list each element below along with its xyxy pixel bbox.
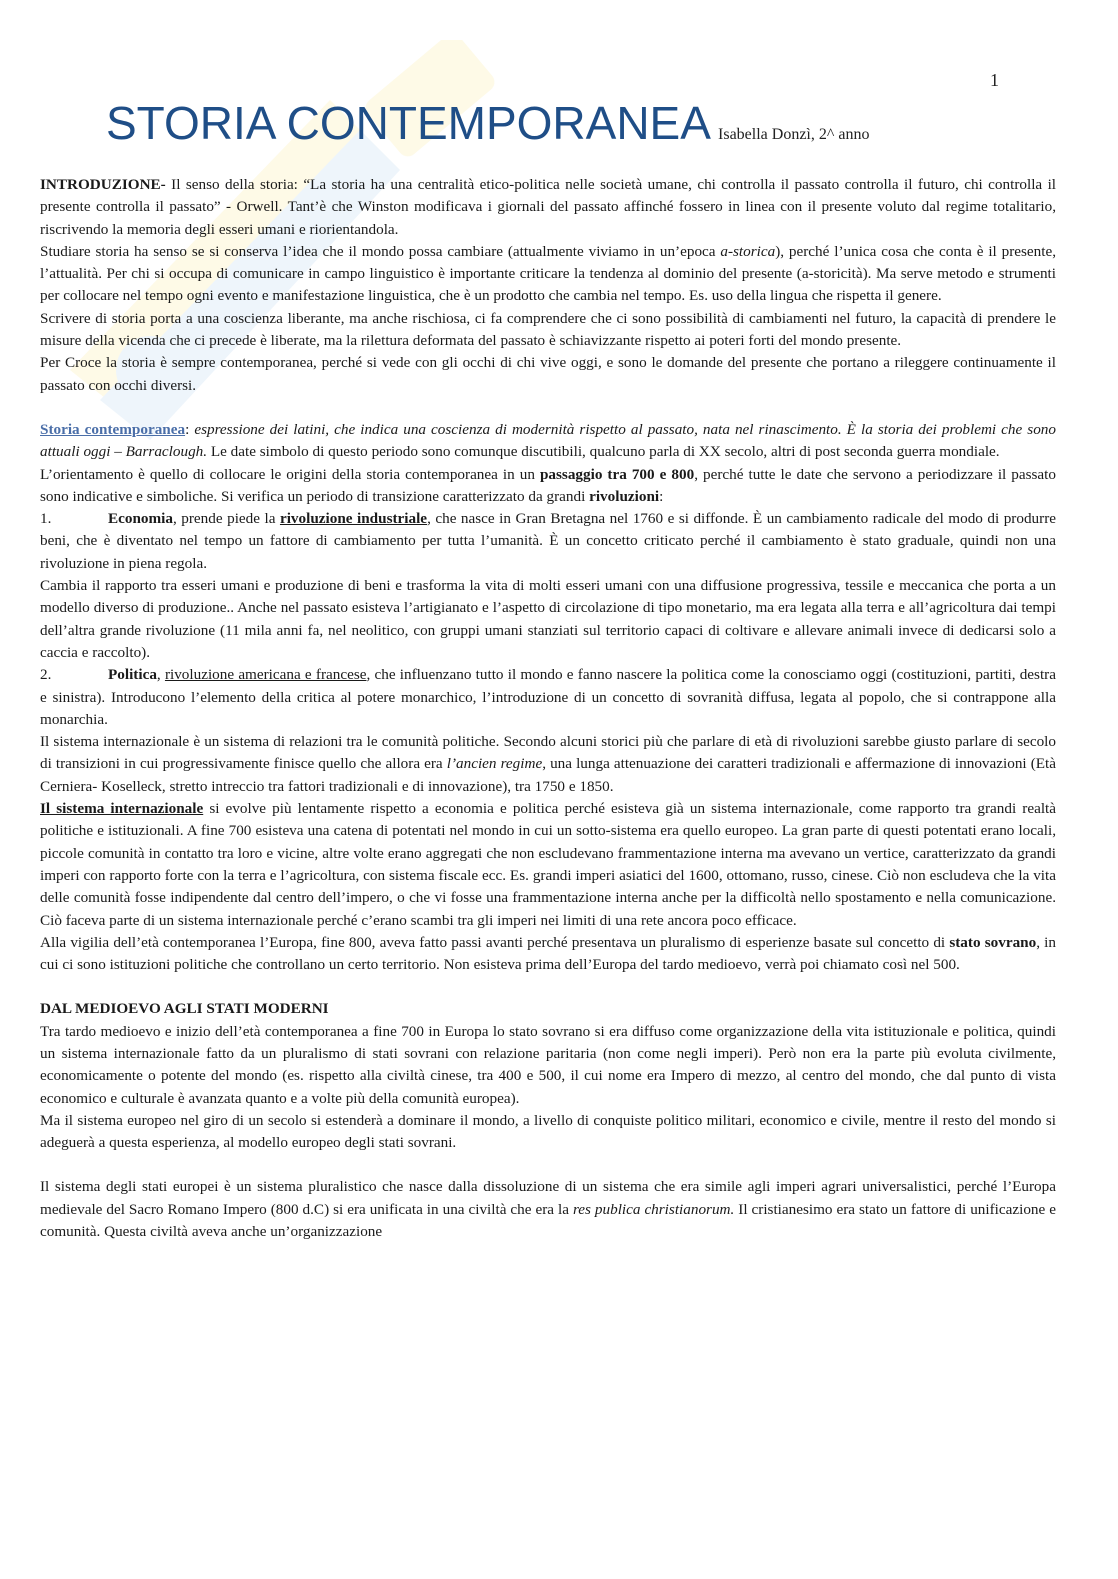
p3-b: Il cristianesimo era stato un fattore di unificazione e comunità. Questa civiltà aveva anche un’organizzazione [40, 1200, 1056, 1241]
sistema-internazionale-text: si evolve più lentamente rispetto a economia e politica perché esisteva già un sistema internazionale, come rapporto tra grandi realtà politiche e istituzionali. A fine 700 esisteva una catena di potentati nel mondo in cui un sotto-sistema era quello europeo. La gran parte di questi potentati erano locali, piccole comunità in contatto tra loro e vicine, altre volte erano aggregati che non escludevano frammentazione interna ma avevano un vertice, caratterizzato da grandi imperi con rapporto forte con la terra e l’agricoltura, con sistema fiscale ecc. Es. grandi imperi asiatici del 1600, ottomano, russo, cinese. Ciò non escludeva che la vita delle comunità fosse indipendente dal centro dell’impero, o che vi fosse una frammentazione interna anche per la difficoltà nello spostamento e nella comunicazione. Ciò faceva parte di un sistema internazionale perché c’erano scambi tra gli imperi nei limiti di una rete ancora poco efficace. [40, 800, 1057, 929]
intro-paragraph [40, 174, 1056, 241]
list-number: 2. [40, 666, 52, 684]
europa-a: Alla vigilia dell’età contemporanea l’Europa, fine 800, aveva fatto passi avanti perché presentava un pluralismo di esperienze basate sul concetto di [40, 933, 950, 951]
page-number: 1 [990, 70, 999, 90]
res-publica-italic: res publica christianorum. [572, 1200, 735, 1218]
sistema-internazionale-paragraph [40, 798, 1056, 932]
intro-text-2b: ), perché l’unica cosa che conta è il presente, l’attualità. Per chi si occupa di comunicare in campo linguistico è importante criticare la tendenza al dominio del presente (a-storicità). Ma serve metodo e strumenti per collocare nel tempo ogni evento e manifestazione linguistica, che è un prodotto che cambia nel tempo. Es. uso della lingua che rispetta il genere. [40, 242, 1056, 305]
intro-text-2-italic: a-storica [720, 242, 776, 260]
economia-continuation: Cambia il rapporto tra esseri umani e produzione di beni e trasforma la vita di molti esseri umani con una diffusione progressiva, tessile e meccanica che porta a un modello diverso di produzione.. Anche nel passato esisteva l’artigianato e l’aspetto di circolazione di tipo monetario, ma era legata alla terra e all’agricoltura dai tempi dell’altra grande rivoluzione (11 mila anni fa, nel neolitico, con gruppi umani stanziati sul territorio capaci di coltivare e allevare animali invece di dedicarsi solo a caccia e raccolto). [40, 577, 1056, 661]
stato-sovrano-bold: stato sovrano [949, 933, 1037, 951]
document-title: STORIA CONTEMPORANEA [106, 97, 711, 149]
orient-bold: passaggio tra 700 e 800 [539, 465, 695, 483]
list-item-politica [40, 664, 1056, 731]
colon: : [185, 420, 195, 438]
ancien-regime-italic: l’ancien regime [446, 755, 543, 773]
medioevo-paragraph-1: Tra tardo medioevo e inizio dell’età contemporanea a fine 700 in Europa lo stato sovrano si era diffuso come organizzazione della vita istituzionale e politica, quindi un sistema internazionale fatto da un pluralismo di stati sovrani con relazione paritaria (non come negli imperi). Però non era la parte più evoluta civilmente, economicamente o potente del mondo (es. rispetto alla civiltà cinese, tra 400 e 500, il cui nome era Impero di mezzo, al centro del mondo, che dal punto di vista economico e culturale è avanzata quanto e a volte più della comunità europea). [40, 1022, 1056, 1107]
sistema-b: , una lunga attenuazione dei caratteri tradizionali e affermazione di innovazioni (Età Cerniera- Koselleck, stretto intreccio tra fattori tradizionali e di innovazione), tra 1750 e 1850. [40, 755, 1057, 795]
intro-text-2a: Studiare storia ha senso se si conserva l’idea che il mondo possa cambiare (attualmente viviamo in un’epoca [40, 242, 721, 260]
storia-contemporanea-link[interactable]: Storia contemporanea [40, 420, 186, 438]
orientation-paragraph [40, 464, 1056, 509]
rivoluzione-industriale-underlined: rivoluzione industriale [279, 510, 428, 528]
definition-rest: Le date simbolo di questo periodo sono comunque discutibili, qualcuno parla di XX secolo, altri di post seconda guerra mondiale. [207, 443, 1000, 461]
item2-a: , [156, 666, 165, 684]
sistema-internazionale-label: Il sistema internazionale [40, 800, 204, 818]
sistema-paragraph [40, 731, 1056, 798]
europa-paragraph [40, 932, 1056, 977]
orient-a: L’orientamento è quello di collocare le origini della storia contemporanea in un [40, 465, 540, 483]
list-number: 1. [40, 510, 52, 528]
spacer [40, 1154, 1056, 1176]
intro-text-1b: Tant’è che Winston modificava i giornali del passato affinché fossero in linea con il presente voluto dal regime totalitario, riscrivendo la memoria degli esseri umani e riorientandola. [40, 198, 1056, 238]
orient-c: , perché tutte le date che servono a periodizzare il passato sono indicative e simboliche. Si verifica un periodo di transizione caratterizzato da grandi [40, 465, 1056, 505]
list-label-economia: Economia [108, 510, 173, 528]
list-label-politica: Politica [108, 666, 157, 684]
rivoluzione-americana-underlined: rivoluzione americana e francese [164, 666, 367, 684]
intro-paragraph-2 [40, 241, 1056, 308]
item1-b: , che nasce in Gran Bretagna nel 1760 e si diffonde. È un cambiamento radicale del modo di produrre beni, che è diventato nel tempo un fattore di cambiamento per tutta l’umanità. È un concetto criticato perché il cambiamento è stato graduale, quindi non una rivoluzione in piena regola. [40, 510, 1056, 572]
rivoluzioni-bold: rivoluzioni [589, 487, 660, 505]
intro-label: INTRODUZIONE- [40, 176, 166, 193]
orient-e: : [659, 487, 664, 505]
p3-a: Il sistema degli stati europei è un sistema pluralistico che nasce dalla dissoluzione di un sistema che era simile agli imperi agrari universalistici, perché l’Europa medievale del Sacro Romano Impero (800 d.C) si era unificata in una civiltà che era la [40, 1178, 1056, 1218]
intro-paragraph-3: Scrivere di storia porta a una coscienza liberante, ma anche rischiosa, ci fa comprendere che ci sono possibilità di cambiamenti nel futuro, la capacità di prendere le misure della vicenda che ci precede è liberate, ma la rilettura deformata del passato è schiavizzante rispetto ai poteri forti del mondo presente. [40, 309, 1056, 350]
intro-paragraph-4: Per Croce la storia è sempre contemporanea, perché si vede con gli occhi di chi vive oggi, e sono le domande del presente che portano a rileggere continuamente il passato con occhi diversi. [40, 354, 1056, 394]
author-line: Isabella Donzì, 2^ anno [718, 126, 870, 143]
list-item-economia [40, 508, 1056, 575]
spacer [40, 397, 1056, 419]
title-row [106, 96, 869, 150]
intro-text-1: Il senso della storia: “La storia ha una centralità etico-politica nelle società umane, chi controlla il passato controlla il futuro, chi controlla il presente controlla il passato” - Orwell. [40, 176, 1057, 216]
spacer [40, 976, 1056, 998]
definition-italic: espressione dei latini, che indica una coscienza di modernità rispetto al passato, nata nel rinascimento. È la storia dei problemi che sono attuali oggi – Barraclough. [40, 420, 1056, 461]
document-body [40, 174, 1056, 1243]
medioevo-paragraph-3 [40, 1176, 1056, 1243]
section-heading-medioevo: DAL MEDIOEVO AGLI STATI MODERNI [40, 1000, 329, 1018]
storia-contemporanea-paragraph [40, 419, 1056, 464]
item2-b: , che influenzano tutto il mondo e fanno nascere la politica come la conosciamo oggi (costituzioni, partiti, destra e sinistra). Introducono l’elemento della critica al potere monarchico, l’introduzione di un concetto di sovranità diffusa, legata al popolo, che si contrappone alla monarchia. [40, 666, 1056, 728]
europa-c: , in cui ci sono istituzioni politiche che controllano un certo territorio. Non esisteva prima dell’Europa del tardo medioevo, verrà poi chiamato così nel 500. [40, 933, 1056, 974]
item1-a: , prende piede la [172, 510, 280, 528]
sistema-a: Il sistema internazionale è un sistema di relazioni tra le comunità politiche. Secondo alcuni storici più che parlare di età di rivoluzioni sarebbe giusto parlare di secolo di transizioni in cui progressivamente finisce quello che allora era [40, 733, 1056, 773]
medioevo-paragraph-2: Ma il sistema europeo nel giro di un secolo si estenderà a dominare il mondo, a livello di conquiste politico militari, economico e civile, mentre il resto del mondo si adeguerà a questa esperienza, al modello europeo degli stati sovrani. [40, 1111, 1056, 1152]
